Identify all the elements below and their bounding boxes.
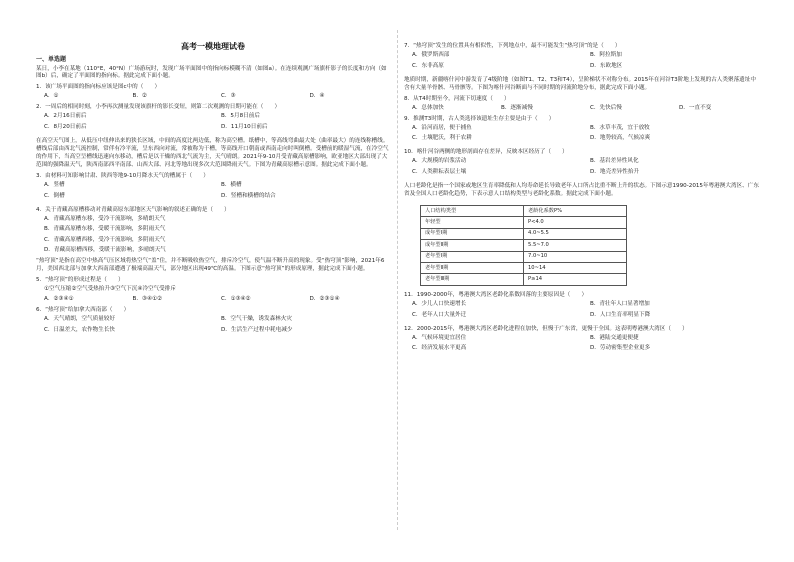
q2-options <box>36 113 390 135</box>
q3-option-d[interactable]: D．竖槽和横槽的结合 <box>221 192 276 199</box>
q1-option-d[interactable]: D．④ <box>309 93 325 100</box>
q2-option-a[interactable]: A．2月16日前后 <box>44 113 87 120</box>
question-12: 12．2000-2015年，粤港澳大湾区老龄化进程在加快，但慢于广东省，更慢于全国。这表明粤港澳大湾区（ ） <box>404 325 688 332</box>
table-cell: P<4.0 <box>524 217 627 228</box>
q1-option-c[interactable]: C．③ <box>221 93 236 100</box>
q8-option-b[interactable]: B．逐渐减慢 <box>501 104 533 111</box>
table-header-row <box>421 206 627 217</box>
intro-passage-1: 某日，小李在某地（110°E，40°N）广场游玩时，发现广场平面图中的指向标模糊不清（如图a）。在连续观测广场旗杆影子的长度和方向（如图b）后，确定了平面图的指向标。据此完成下面小题。 <box>36 65 387 80</box>
q6-options <box>36 316 390 338</box>
q5-option-b[interactable]: B．③④①② <box>132 296 162 303</box>
question-1: 1．该广场平面图的指向标应该是图c中的（ ） <box>36 84 161 91</box>
q3-option-b[interactable]: B．横槽 <box>221 181 242 188</box>
q5-option-c[interactable]: C．①③④② <box>221 296 251 303</box>
question-11: 11．1990-2000年，粤港澳大湾区老龄化系数回落的主要原因是（ ） <box>404 291 588 298</box>
table-cell: P≥14 <box>524 274 627 285</box>
question-6: 6．“热穹顶”给加拿大西南部（ ） <box>36 306 130 313</box>
table-row <box>421 228 627 239</box>
q11-option-c[interactable]: C．老年人口大量外迁 <box>412 311 467 318</box>
q9-option-a[interactable]: A．沿河而居，便于捕鱼 <box>412 124 472 131</box>
table-cell: 成年型Ⅱ期 <box>421 240 524 251</box>
column-divider <box>397 30 398 530</box>
right-column <box>404 40 760 359</box>
q3-options <box>36 182 390 204</box>
q5-option-d[interactable]: D．②③①④ <box>309 296 340 303</box>
q7-options <box>404 52 760 74</box>
q5-steps <box>36 286 390 294</box>
left-column <box>36 38 390 341</box>
population-structure-table <box>420 205 627 286</box>
q7-option-d[interactable]: D．东欧地区 <box>590 62 623 69</box>
q2-option-d[interactable]: D．11月10日前后 <box>221 124 268 131</box>
q10-option-c[interactable]: C．人类耕耘表层土壤 <box>412 169 467 176</box>
question-8: 8．从T4时期至今，河流下切速度（ ） <box>404 95 510 102</box>
q4-option-a[interactable]: A．青藏高原槽东移，受冷干流影响，多晴朗天气 <box>44 215 166 222</box>
q7-option-c[interactable]: C．东非高原 <box>412 62 444 69</box>
q11-option-a[interactable]: A．少儿人口快速增长 <box>412 300 467 307</box>
table-header-cell: 老龄化系数P% <box>524 206 627 217</box>
q6-option-a[interactable]: A．天气晴朗，空气质量较好 <box>44 315 115 322</box>
table-cell: 老年型Ⅰ期 <box>421 251 524 262</box>
q6-option-b[interactable]: B．空气干燥，诱发森林火灾 <box>221 315 292 322</box>
q1-option-b[interactable]: B．② <box>132 93 147 100</box>
q1-options <box>36 93 390 101</box>
q9-option-d[interactable]: D．地势较高，气候凉爽 <box>590 135 651 142</box>
q12-option-c[interactable]: C．经济发展水平更高 <box>412 345 467 352</box>
q2-option-b[interactable]: B．5月8日前后 <box>221 113 260 120</box>
table-cell: 5.5~7.0 <box>524 240 627 251</box>
table-row <box>421 263 627 274</box>
q3-option-c[interactable]: C．倒槽 <box>44 192 65 199</box>
q8-options <box>404 105 760 113</box>
q11-option-d[interactable]: D．人口生育率明显下降 <box>590 311 651 318</box>
table-cell: 老年型Ⅱ期 <box>421 263 524 274</box>
q8-option-d[interactable]: D．一直不变 <box>679 104 712 111</box>
question-7: 7．“热穹顶”发生的位置具有相似性，下列地点中，最不可能发生“热穹顶”的是（ ） <box>404 43 621 49</box>
q5-option-a[interactable]: A．②③④① <box>44 296 74 303</box>
q11-options <box>404 301 760 323</box>
question-10: 10．喀什河谷两侧的地形剖面存在差异，反映本区经历了（ ） <box>404 149 568 156</box>
q6-option-c[interactable]: C．日温差大，农作物生长快 <box>44 326 116 333</box>
q4-option-c[interactable]: C．青藏高原槽西移，受冷干流影响，多阴雨天气 <box>44 236 166 243</box>
table-row <box>421 251 627 262</box>
page-title: 高考一模地理试卷 <box>181 42 245 51</box>
q3-option-a[interactable]: A．竖槽 <box>44 181 65 188</box>
q5-steps-text: ①空气压缩②空气受热抬升③空气下沉④冷空气受排斥 <box>44 285 176 292</box>
question-2: 2．一周后的相同时刻，小李再次测量发现该旗杆的影长变短，则第二次观测的日期可能在（ ） <box>36 104 281 111</box>
q12-option-b[interactable]: B．港陆交通更便捷 <box>590 334 639 341</box>
question-4: 4．关于青藏高原槽移动对青藏高原东部地区天气影响的叙述正确的是（ ） <box>36 206 230 213</box>
q10-option-d[interactable]: D．地壳差异性抬升 <box>590 169 640 176</box>
intro-passage-3: “热穹顶”是指在高空中热高气压区域将热空气“盖”住，并不断吸收热空气，排斥冷空气，使气温不断升高的现象。受“热穹顶”影响，2021年6月，美国西北部与加拿大西南部遭遇了极端高温天气，部分地区出现49℃的高温。下图示意“热穹顶”的形成原理，据此完成下面小题。 <box>36 257 385 272</box>
q12-option-a[interactable]: A．气候环境更宜居住 <box>412 334 467 341</box>
table-row <box>421 240 627 251</box>
question-3: 3．由材料可知影响甘肃、陕西等地9-10月降水天气的槽属于（ ） <box>36 172 209 179</box>
table-cell: 10~14 <box>524 263 627 274</box>
q8-option-c[interactable]: C．先快后慢 <box>590 104 622 111</box>
q12-option-d[interactable]: D．劳动密集型企业更多 <box>590 345 651 352</box>
table-cell: 年轻型 <box>421 217 524 228</box>
q1-option-a[interactable]: A．① <box>44 93 59 100</box>
q4-option-d[interactable]: D．青藏高原槽西移，受暖干流影响，多晴朗天气 <box>44 247 166 254</box>
q4-options <box>36 216 390 256</box>
q9-option-b[interactable]: B．水草丰茂，宜于放牧 <box>590 124 650 131</box>
table-cell: 4.0~5.5 <box>524 228 627 239</box>
table-row <box>421 274 627 285</box>
q10-options <box>404 158 760 180</box>
section-heading: 一、单选题 <box>36 56 67 63</box>
q12-options <box>404 335 760 357</box>
table-header-cell: 人口结构类型 <box>421 206 524 217</box>
q5-options <box>36 296 390 304</box>
q8-option-a[interactable]: A．总体加快 <box>412 104 444 111</box>
q9-options <box>404 125 760 147</box>
q10-option-b[interactable]: B．基岩差异性风化 <box>590 158 639 165</box>
table-row <box>421 217 627 228</box>
intro-passage-4: 地质时期，新疆喀什河中游发育了4级阶地（如图T1、T2、T3和T4），呈阶梯状不对称分布。2015年在河谷T3阶地上发现的古人类聚落遗址中含有大量羊骨骸、马骨骸等。下图为喀什河谷断面与不同时期的河流阶地分布，据此完成下面小题。 <box>404 76 756 91</box>
question-9: 9．推测T3时期，古人类选择该遗址生存主要是由于（ ） <box>404 115 555 122</box>
q7-option-b[interactable]: B．阿拉斯加 <box>590 51 622 58</box>
question-5: 5．“热穹顶”的形成过程是（ ） <box>36 276 124 283</box>
q9-option-c[interactable]: C．土壤肥沃，利于农耕 <box>412 135 472 142</box>
q2-option-c[interactable]: C．8月20日前后 <box>44 124 87 131</box>
q7-option-a[interactable]: A．俄罗斯西部 <box>412 51 450 58</box>
table-cell: 7.0~10 <box>524 251 627 262</box>
q4-option-b[interactable]: B．青藏高原槽东移，受暖干流影响，多阴雨天气 <box>44 226 166 233</box>
q11-option-b[interactable]: B．青壮年人口显著增加 <box>590 300 650 307</box>
q6-option-d[interactable]: D．生活生产过程中耗电减少 <box>221 326 293 333</box>
intro-passage-2: 在高空天气图上，从低压中纽伸出来的狭长区域，中间的高度比两边低，称为高空槽。纸槽中，等高线弯曲最大处（曲率最大）的连线称槽线。槽线后部由西北气流控制，常伴有冷平流，呈东西向对流，常被称为干槽，等高线开口朝南或西南走向时叫倒槽。受槽前的暖湿气流，在冷空气的作用下，当高空呈槽线迅速向东移动，槽后是以干燥的西北气流为主，天气晴朗。2021年9-10月受青藏高原槽影响，欧亚地区大部出现了大范围的强降温天气，陕西南部西平南部、山西大部、河北等地出现多次大范围降雨天气。下图为青藏高原槽示意图。据此完成下面小题。 <box>36 138 389 168</box>
table-cell: 成年型Ⅰ期 <box>421 228 524 239</box>
intro-passage-5: 人口老龄化是指一个国家或地区生育率降低和人均寿命延长导致老年人口所占比重不断上升的状态。下图示意1990-2015年粤港澳大湾区、广东省及全国人口老龄化趋势，下表示意人口结构类型与老龄化系数。据此完成下面小题。 <box>404 183 759 198</box>
q10-option-a[interactable]: A．大规模的岩浆活动 <box>412 158 467 165</box>
table-cell: 老年型Ⅲ期 <box>421 274 524 285</box>
